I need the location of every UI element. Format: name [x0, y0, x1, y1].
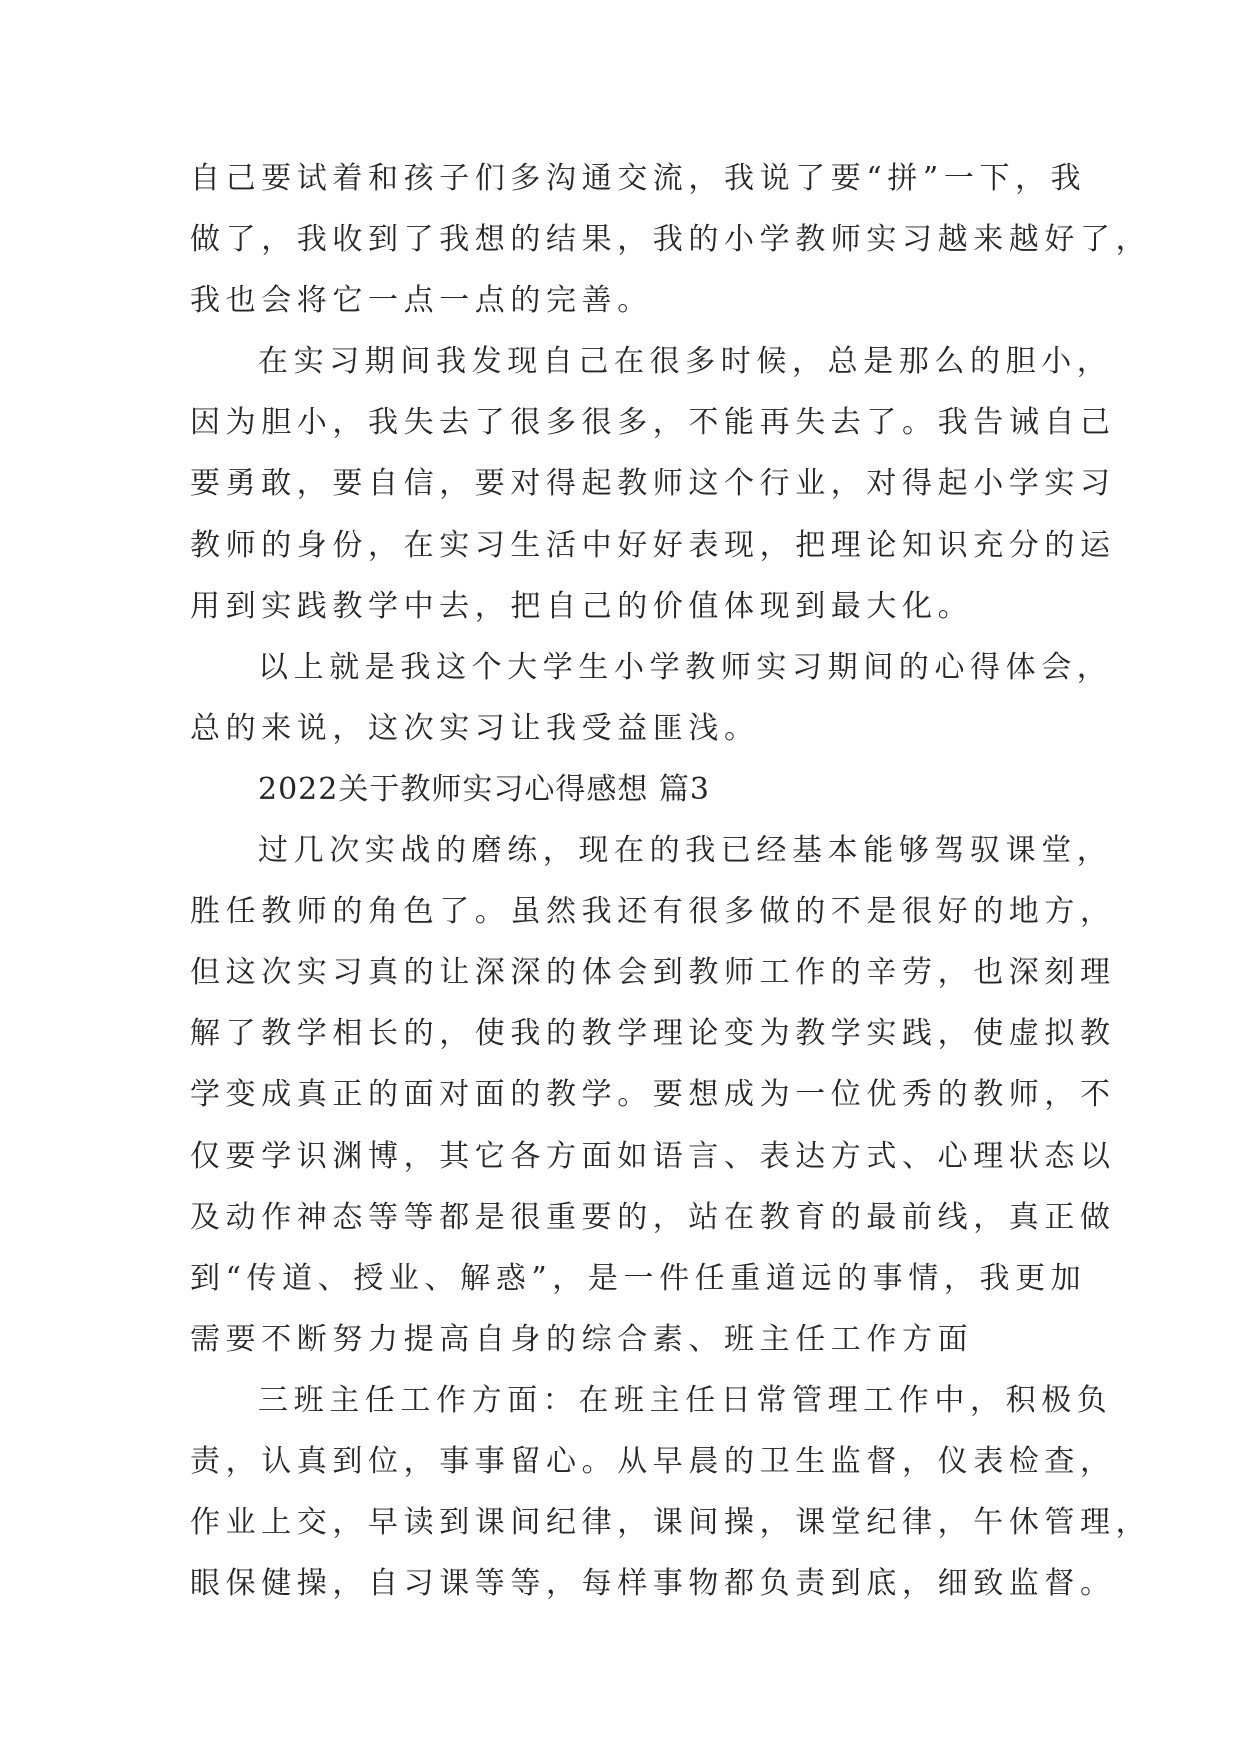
- text-line: 总的来说，这次实习让我受益匪浅。: [190, 710, 760, 746]
- text-line: 仅要学识渊博，其它各方面如语言、表达方式、心理状态以: [190, 1138, 1116, 1174]
- text-line: 我也会将它一点一点的完善。: [190, 283, 653, 319]
- text-line: 胜任教师的角色了。虽然我还有很多做的不是很好的地方，: [190, 894, 1116, 930]
- document-body: [190, 158, 1152, 1624]
- text-line: 过几次实战的磨练，现在的我已经基本能够驾驭课堂，: [258, 833, 1113, 869]
- text-line: 做了，我收到了我想的结果，我的小学教师实习越来越好了，: [190, 222, 1152, 258]
- text-line: 及动作神态等等都是很重要的，站在教育的最前线，真正做: [190, 1199, 1116, 1235]
- text-line: 以上就是我这个大学生小学教师实习期间的心得体会，: [258, 649, 1113, 685]
- text-line: 眼保健操，自习课等等，每样事物都负责到底，细致监督。: [190, 1566, 1116, 1602]
- text-line: 教师的身份，在实习生活中好好表现，把理论知识充分的运: [190, 527, 1116, 563]
- text-line: 自己要试着和孩子们多沟通交流，我说了要“拼”一下，我: [190, 161, 1087, 196]
- text-line: 要勇敢，要自信，要对得起教师这个行业，对得起小学实习: [190, 466, 1116, 502]
- text-line: 三班主任工作方面：在班主任日常管理工作中，积极负: [258, 1382, 1113, 1418]
- text-line: 到“传道、授业、解惑”，是一件任重道远的事情，我更加: [190, 1260, 1087, 1296]
- text-line: 因为胆小，我失去了很多很多，不能再失去了。我告诫自己: [190, 405, 1116, 441]
- text-line: 但这次实习真的让深深的体会到教师工作的辛劳，也深刻理: [190, 955, 1116, 991]
- text-line: 解了教学相长的，使我的教学理论变为教学实践，使虚拟教: [190, 1016, 1116, 1052]
- section-heading: 2022关于教师实习心得感想 篇3: [258, 771, 710, 807]
- text-line: 需要不断努力提高自身的综合素、班主任工作方面: [190, 1321, 974, 1357]
- text-line: 学变成真正的面对面的教学。要想成为一位优秀的教师，不: [190, 1077, 1116, 1113]
- text-line: 责，认真到位，事事留心。从早晨的卫生监督，仪表检查，: [190, 1443, 1116, 1479]
- text-line: 用到实践教学中去，把自己的价值体现到最大化。: [190, 588, 974, 624]
- text-line: 作业上交，早读到课间纪律，课间操，课堂纪律，午休管理，: [190, 1505, 1152, 1541]
- text-line: 在实习期间我发现自己在很多时候，总是那么的胆小，: [258, 344, 1113, 380]
